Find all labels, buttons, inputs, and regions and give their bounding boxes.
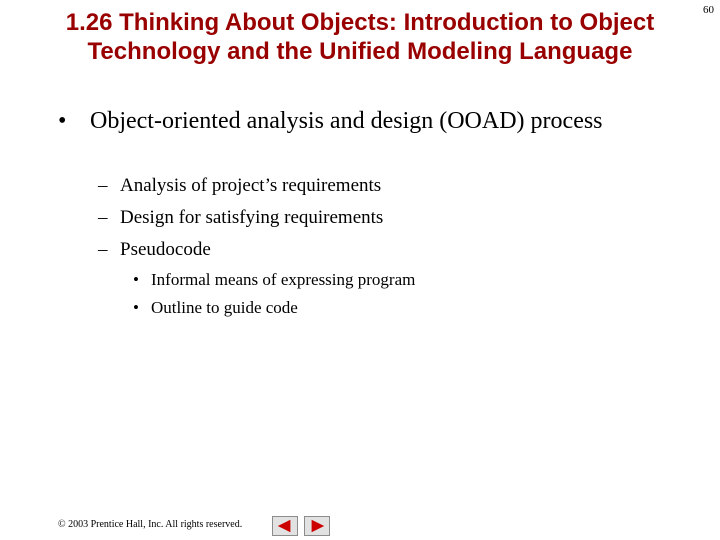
sub-bullet-text: Pseudocode	[120, 239, 211, 260]
right-arrow-icon	[305, 517, 329, 535]
sub-sub-bullet-item	[133, 297, 653, 319]
bullet-marker: •	[58, 108, 67, 134]
bullet-marker: •	[133, 298, 139, 317]
previous-slide-button[interactable]	[272, 516, 298, 536]
dash-marker: –	[98, 175, 108, 196]
page-number: 60	[703, 4, 714, 16]
sub-sub-bullet-text: Informal means of expressing program	[151, 270, 416, 289]
bullet-marker: •	[133, 270, 139, 289]
sub-bullet-item	[98, 174, 658, 198]
sub-bullet-text: Analysis of project’s requirements	[120, 175, 382, 196]
slide-title: 1.26 Thinking About Objects: Introduction to Object Technology and the Unified Modeling Language	[65, 9, 655, 65]
bullet-text: Object-oriented analysis and design (OOAD) process	[90, 108, 603, 134]
sub-bullet-text: Design for satisfying requirements	[120, 207, 384, 228]
copyright-footer: © 2003 Prentice Hall, Inc. All rights reserved.	[58, 519, 243, 530]
sub-bullet-item	[98, 238, 658, 262]
sub-sub-bullet-item	[133, 269, 653, 291]
sub-bullet-item	[98, 206, 658, 230]
next-slide-button[interactable]	[304, 516, 330, 536]
dash-marker: –	[98, 207, 108, 228]
dash-marker: –	[98, 239, 108, 260]
bullet-item	[58, 106, 658, 136]
sub-sub-bullet-text: Outline to guide code	[151, 298, 298, 317]
left-arrow-icon	[273, 517, 297, 535]
